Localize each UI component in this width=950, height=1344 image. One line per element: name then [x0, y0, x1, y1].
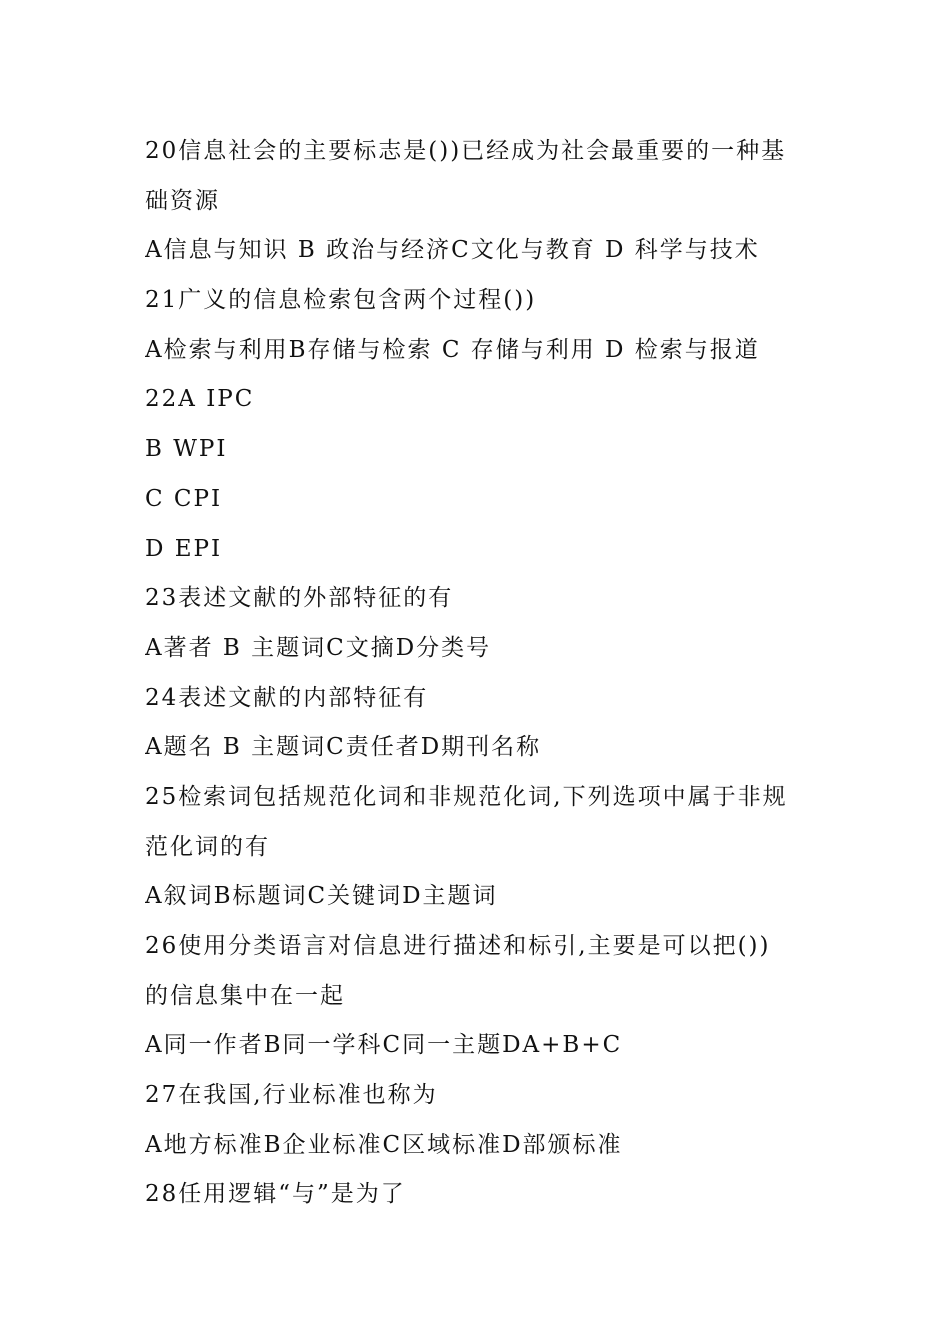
document-body: [145, 127, 810, 1220]
question-27-text: 27在我国,行业标准也称为: [145, 1082, 438, 1109]
question-26-text-line-1: 26使用分类语言对信息进行描述和标引,主要是可以把()): [145, 933, 771, 959]
question-26-text-line-2: 的信息集中在一起: [145, 982, 345, 1009]
question-26-options: A同一作者B同一学科C同一主题DA+B+C: [145, 1032, 623, 1059]
question-25-options: A叙词B标题词C关键词D主题词: [145, 883, 498, 910]
question-20-text-line-1: 20信息社会的主要标志是())已经成为社会最重要的一种基: [145, 138, 787, 164]
question-24-options: A题名 B 主题词C责任者D期刊名称: [145, 734, 542, 761]
question-20-options: A信息与知识 B 政治与经济C文化与教育 D 科学与技术: [145, 237, 760, 264]
question-21-options: A检索与利用B存储与检索 C 存储与利用 D 检索与报道: [145, 336, 760, 363]
question-23-text: 23表述文献的外部特征的有: [145, 585, 454, 612]
question-24-text: 24表述文献的内部特征有: [145, 684, 429, 711]
question-25-text-line-2: 范化词的有: [145, 833, 270, 860]
question-25-text-line-1: 25检索词包括规范化词和非规范化词,下列选项中属于非规: [145, 783, 788, 810]
question-22-option-d: D EPI: [145, 535, 223, 562]
question-22-option-b: B WPI: [145, 436, 228, 463]
question-21-text: 21广义的信息检索包含两个过程()): [145, 287, 537, 314]
question-22-option-a: 22A IPC: [145, 386, 255, 413]
question-22-option-c: C CPI: [145, 485, 223, 512]
question-27-options: A地方标准B企业标准C区域标准D部颁标准: [145, 1131, 623, 1158]
question-20-text-line-2: 础资源: [145, 187, 220, 214]
question-28-text: 28任用逻辑“与”是为了: [145, 1181, 406, 1208]
question-23-options: A著者 B 主题词C文摘D分类号: [145, 634, 492, 661]
